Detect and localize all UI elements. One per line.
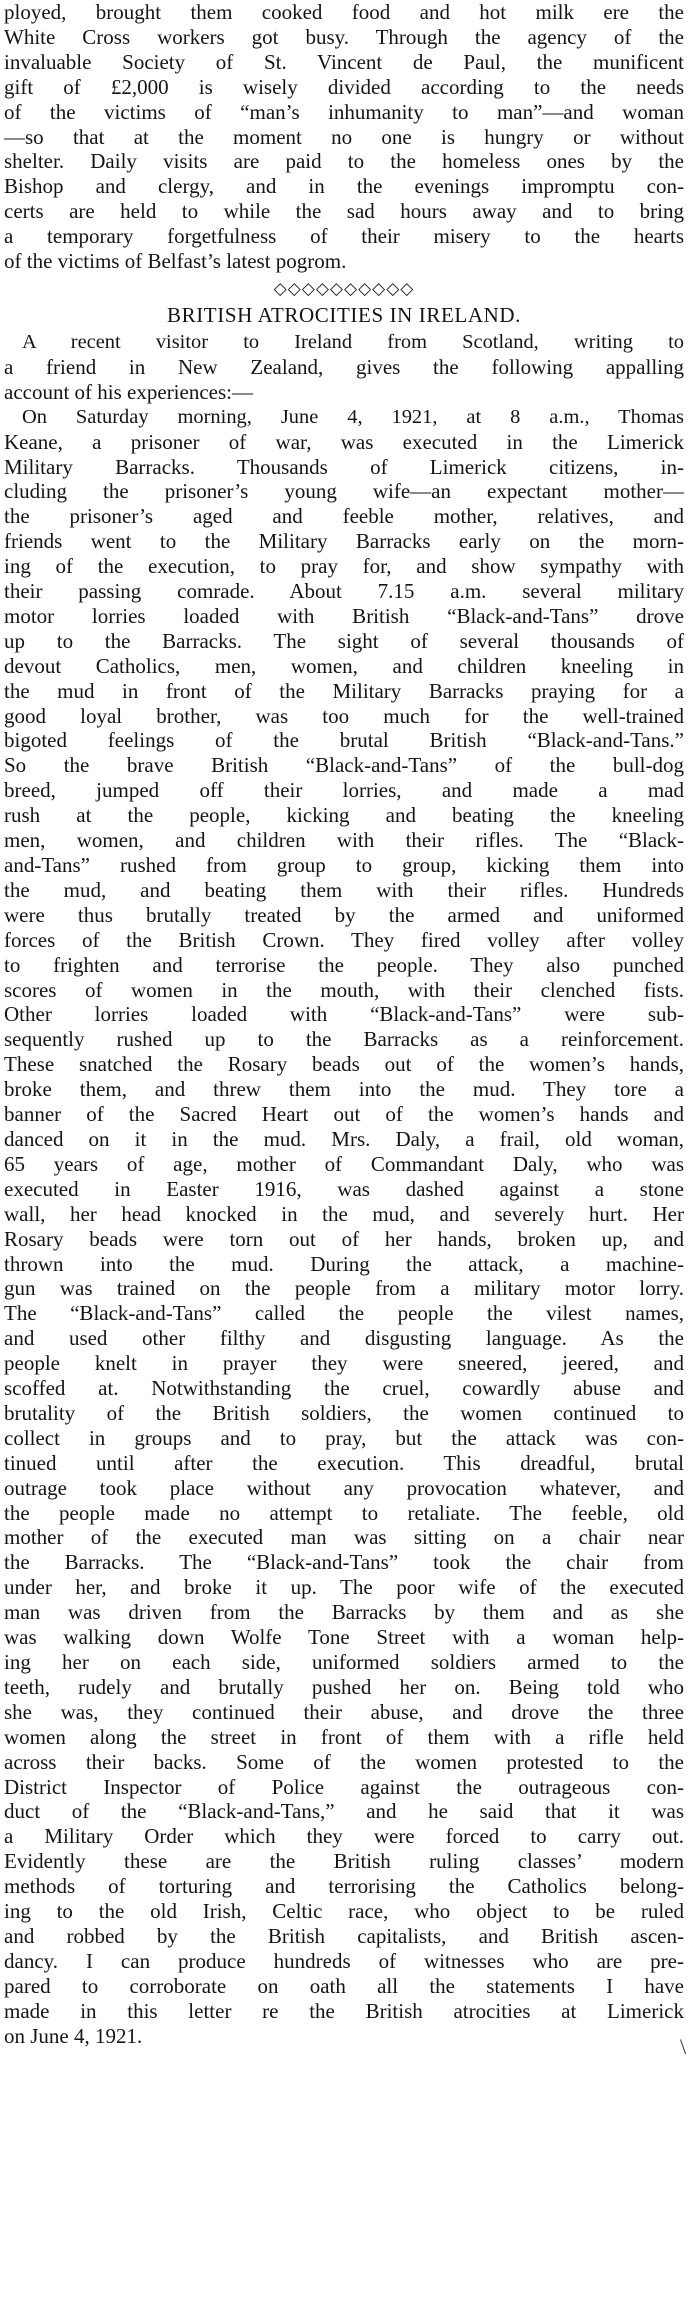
text-line: of the victims of “man’s inhumanity to man”—and woman	[4, 99, 684, 124]
text-line: dancy. I can produce hundreds of witnesses who are pre-	[4, 1948, 684, 1973]
text-line: rush at the people, kicking and beating the kneeling	[4, 803, 684, 828]
text-line: shelter. Daily visits are paid to the homeless ones by the	[4, 149, 684, 174]
text-line: White Cross workers got busy. Through the agency of the	[4, 24, 684, 49]
text-line: a Military Order which they were forced to carry out.	[4, 1824, 684, 1849]
text-line: Evidently these are the British ruling classes’ modern	[4, 1849, 684, 1874]
text-line: devout Catholics, men, women, and children kneeling in	[4, 653, 684, 678]
text-line: ing her on each side, uniformed soldiers armed to the	[4, 1650, 684, 1674]
text-line: the prisoner’s aged and feeble mother, relatives, and	[4, 504, 684, 529]
text-line: a temporary forgetfulness of their misery to the hearts	[4, 224, 684, 249]
text-line: on June 4, 1921.	[4, 2023, 143, 2048]
text-line: invaluable Society of St. Vincent de Paul, the munificent	[4, 49, 684, 74]
text-line: sequently rushed up to the Barracks as a reinforcement.	[4, 1027, 684, 1052]
text-line: pared to corroborate on oath all the statements I have	[4, 1973, 684, 1998]
text-line: and used other filthy and disgusting language. As the	[4, 1326, 684, 1351]
text-line: ing of the execution, to pray for, and show sympathy with	[4, 554, 684, 579]
article-heading: BRITISH ATROCITIES IN IRELAND.	[167, 302, 521, 327]
text-line: ployed, brought them cooked food and hot milk ere the	[4, 0, 684, 24]
text-line: outrage took place without any provocation whatever, and	[4, 1475, 684, 1500]
text-line: men, women, and children with their rifles. The “Black-	[4, 828, 684, 853]
text-line: collect in groups and to pray, but the attack was con-	[4, 1425, 684, 1450]
text-line: methods of torturing and terrorising the Catholics belong-	[4, 1874, 684, 1899]
text-line: women along the street in front of them with a rifle held	[4, 1724, 684, 1749]
ornament-divider: ◇◇◇◇◇◇◇◇◇◇	[273, 278, 415, 298]
text-line: These snatched the Rosary beads out of the women’s hands,	[4, 1052, 684, 1077]
text-line: duct of the “Black-and-Tans,” and he said that it was	[4, 1799, 684, 1824]
text-line: people knelt in prayer they were sneered, jeered, and	[4, 1351, 684, 1376]
text-line: Keane, a prisoner of war, was executed in the Limerick	[4, 429, 684, 454]
body-paragraph	[4, 405, 684, 2049]
text-line: bigoted feelings of the brutal British “Black-and-Tans.”	[4, 728, 684, 753]
text-line: District Inspector of Police against the outrageous con-	[4, 1774, 684, 1799]
text-line: executed in Easter 1916, was dashed against a stone	[4, 1176, 684, 1201]
text-line: made in this letter re the British atrocities at Limerick	[4, 1998, 684, 2023]
text-line: 65 years of age, mother of Commandant Daly, who was	[4, 1151, 684, 1176]
text-line: a friend in New Zealand, gives the following appalling	[4, 354, 684, 379]
text-line: Rosary beads were torn out of her hands, broken up, and	[4, 1226, 684, 1251]
text-line: the Barracks. The “Black-and-Tans” took the chair from	[4, 1550, 684, 1575]
text-line: the people made no attempt to retaliate. The feeble, old	[4, 1500, 684, 1525]
text-line: brutality of the British soldiers, the women continued to	[4, 1400, 684, 1425]
text-line: of the victims of Belfast’s latest pogrom.	[4, 249, 347, 274]
text-line: up to the Barracks. The sight of several thousands of	[4, 628, 684, 653]
text-line: cluding the prisoner’s young wife—an expectant mother—	[4, 479, 684, 504]
text-line: gun was trained on the people from a military motor lorry.	[4, 1276, 684, 1301]
text-line: their passing comrade. About 7.15 a.m. several military	[4, 579, 684, 604]
text-line: friends went to the Military Barracks early on the morn-	[4, 529, 684, 554]
text-line: ing to the old Irish, Celtic race, who object to be ruled	[4, 1899, 684, 1924]
text-line: forces of the British Crown. They fired volley after volley	[4, 927, 684, 952]
text-line: motor lorries loaded with British “Black-and-Tans” drove	[4, 603, 684, 628]
text-line: were thus brutally treated by the armed and uniformed	[4, 902, 684, 927]
text-line: A recent visitor to Ireland from Scotland, writing to	[22, 330, 684, 353]
text-line: thrown into the mud. During the attack, a machine-	[4, 1251, 684, 1276]
text-line: tinued until after the execution. This dreadful, brutal	[4, 1450, 684, 1475]
text-line: certs are held to while the sad hours away and to bring	[4, 199, 684, 224]
text-line: to frighten and terrorise the people. They also punched	[4, 952, 684, 977]
text-line: wall, her head knocked in the mud, and severely hurt. Her	[4, 1201, 684, 1226]
text-line: gift of £2,000 is wisely divided according to the needs	[4, 74, 684, 99]
intro-paragraph	[4, 0, 684, 274]
text-line: the mud in front of the Military Barracks praying for a	[4, 678, 684, 703]
text-line: Other lorries loaded with “Black-and-Tans” were sub-	[4, 1002, 684, 1027]
text-line: Bishop and clergy, and in the evenings impromptu con-	[4, 174, 684, 199]
text-line: and-Tans” rushed from group to group, kicking them into	[4, 853, 684, 877]
text-line: scoffed at. Notwithstanding the cruel, cowardly abuse and	[4, 1376, 684, 1401]
text-line: Military Barracks. Thousands of Limerick citizens, in-	[4, 454, 684, 479]
text-line: man was driven from the Barracks by them and as she	[4, 1600, 684, 1625]
text-line: and robbed by the British capitalists, and British ascen-	[4, 1923, 684, 1948]
text-line: On Saturday morning, June 4, 1921, at 8 a.m., Thomas	[22, 405, 684, 428]
text-line: scores of women in the mouth, with their clenched fists.	[4, 977, 684, 1002]
text-line: was walking down Wolfe Tone Street with a woman help-	[4, 1625, 684, 1650]
text-line: teeth, rudely and brutally pushed her on. Being told who	[4, 1674, 684, 1699]
text-line: —so that at the moment no one is hungry or without	[4, 124, 684, 149]
lead-paragraph	[4, 330, 684, 405]
text-line: banner of the Sacred Heart out of the women’s hands and	[4, 1102, 684, 1127]
text-line: across their backs. Some of the women protested to the	[4, 1749, 684, 1774]
text-line: the mud, and beating them with their rifles. Hundreds	[4, 877, 684, 902]
text-line: mother of the executed man was sitting on a chair near	[4, 1525, 684, 1550]
text-line: broke them, and threw them into the mud. They tore a	[4, 1077, 684, 1102]
text-line: under her, and broke it up. The poor wife of the executed	[4, 1575, 684, 1600]
margin-mark: \	[680, 2034, 687, 2059]
text-line: good loyal brother, was too much for the well-trained	[4, 703, 684, 728]
text-line: account of his experiences:—	[4, 379, 253, 404]
text-line: she was, they continued their abuse, and drove the three	[4, 1699, 684, 1724]
text-line: The “Black-and-Tans” called the people the vilest names,	[4, 1301, 684, 1326]
text-line: So the brave British “Black-and-Tans” of the bull-dog	[4, 753, 684, 778]
text-line: danced on it in the mud. Mrs. Daly, a frail, old woman,	[4, 1126, 684, 1151]
text-line: breed, jumped off their lorries, and made a mad	[4, 778, 684, 803]
